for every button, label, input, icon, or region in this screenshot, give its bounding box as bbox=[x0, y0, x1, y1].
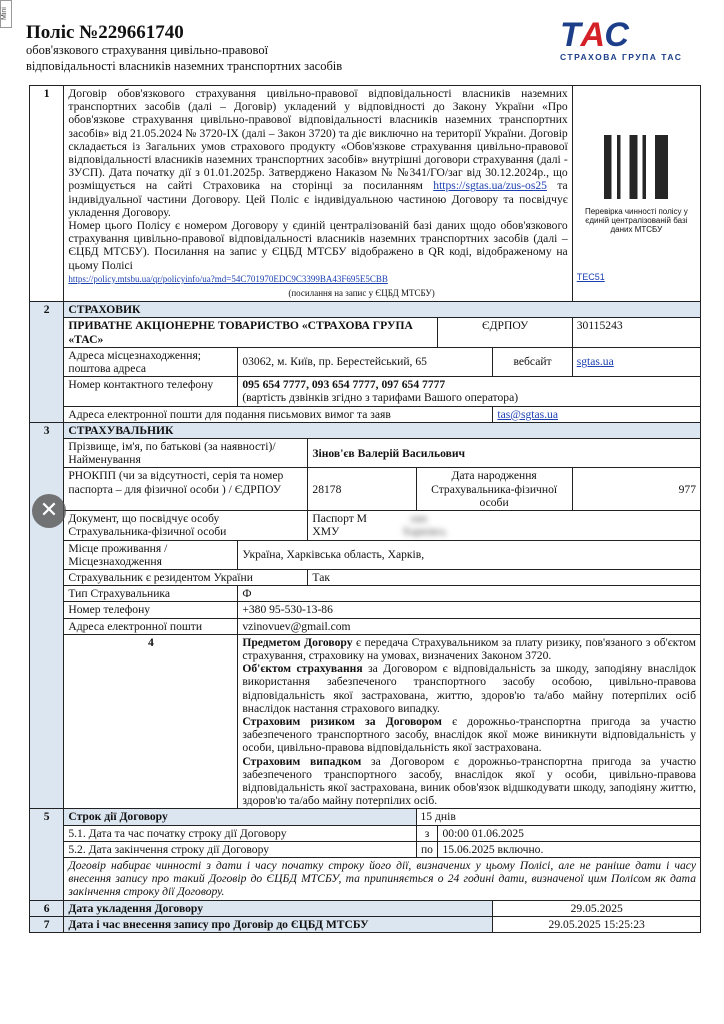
subject-title: Предметом Договору bbox=[242, 635, 353, 649]
insurer-company: ПРИВАТНЕ АКЦІОНЕРНЕ ТОВАРИСТВО «СТРАХОВА ГРУПА «ТАС» bbox=[64, 318, 438, 347]
section-4-text bbox=[238, 634, 701, 809]
insurer-website-label: вебсайт bbox=[493, 347, 572, 376]
policyholder-doc-tail1: лан bbox=[409, 512, 428, 526]
end-label: 5.2. Дата закінчення строку дії Договору bbox=[64, 841, 416, 857]
insurer-edrpou: 30115243 bbox=[572, 318, 700, 347]
section-number: 4 bbox=[64, 634, 238, 809]
policyholder-phone-row bbox=[30, 602, 701, 618]
mtsbu-link-caption: (посилання на запис у ЄЦБД МТСБУ) bbox=[288, 288, 435, 299]
insurer-phone-label: Номер контактного телефону bbox=[64, 377, 238, 406]
conclusion-date: 29.05.2025 bbox=[493, 900, 701, 916]
policyholder-email-row bbox=[30, 618, 701, 634]
tas-logo-mark: ТАС bbox=[560, 16, 630, 54]
zusp-link[interactable]: https://sgtas.ua/zus-os25 bbox=[433, 179, 547, 193]
insurer-phone-row bbox=[30, 377, 701, 406]
validity-note: Договір набирає чинності з дати і часу початку строку його дії, визначених у цьому Полісі, але не раніше дати і часу внесення запису про такий Договір до ЄЦБД МТСБУ, та припиняється о 24 годині дати, визначеної цим Полісом як дата закінчення строку дії Договору. bbox=[64, 857, 701, 900]
section-number: 2 bbox=[30, 302, 64, 423]
policyholder-name-row bbox=[30, 439, 701, 468]
policyholder-rnokpp: 28178 bbox=[308, 468, 416, 511]
section-1-text-c: Номер цього Полісу є номером Договору у єдиній централізованій базі даних щодо обов'язкового страхування цивільно-правової відповідальності власників наземних транспортних засобів (далі – ЄЦБД МТСБУ). Посилання на запис у ЄЦБД МТСБУ відображено в QR коді, відображеному на цьому Полісі bbox=[68, 219, 568, 272]
qr-code-text: TEC51 bbox=[576, 272, 605, 282]
section-number: 6 bbox=[30, 900, 64, 916]
policyholder-type-label: Тип Страхувальника bbox=[64, 586, 238, 602]
validity-note-row bbox=[30, 857, 701, 900]
event-text: за Договором є дорожньо-транспортна пригода за участю забезпеченого транспортного засобу, внаслідок якої у особи, цивільно-правова відповідальність якої застрахована, виник обов'язок відшкодувати шкоду, заподіяну життю, здоров'ю та/або майну потерпілих осіб. bbox=[242, 754, 696, 808]
policyholder-name-label: Прізвище, ім'я, по батькові (за наявності)/ Найменування bbox=[64, 439, 308, 468]
policy-title: Поліс №229661740 bbox=[26, 22, 184, 43]
risk-title: Страховим ризиком за Договором bbox=[242, 714, 442, 728]
insurer-edrpou-label: ЄДРПОУ bbox=[438, 318, 572, 347]
close-icon[interactable]: ✕ bbox=[32, 494, 66, 528]
event-title: Страховим випадком bbox=[242, 754, 362, 768]
qr-block bbox=[572, 86, 700, 302]
policyholder-dob-label: Дата народження Страхувальника-фізичної особи bbox=[416, 468, 572, 511]
qr-caption: Перевірка чинності полісу у єдиній централізованій базі даних МТСБУ bbox=[584, 207, 688, 234]
policy-subtitle-line2: відповідальності власників наземних транспортних засобів bbox=[26, 59, 343, 73]
insurer-address: 03062, м. Київ, пр. Берестейський, 65 bbox=[238, 347, 493, 376]
section-3-header bbox=[30, 422, 701, 438]
policyholder-type: Ф bbox=[238, 586, 701, 602]
term-row bbox=[30, 809, 701, 825]
policy-table bbox=[29, 85, 701, 933]
start-row bbox=[30, 825, 701, 841]
term-label: Строк дії Договору bbox=[64, 809, 416, 825]
policyholder-name: Зінов'єв Валерій Васильович bbox=[308, 439, 701, 468]
section-1-text-b: та індивідуальної частини Договору. Цей Поліс є індивідуальною частиною Договору та посвідчує укладення Договору. bbox=[68, 179, 568, 219]
insurer-phones-note: (вартість дзвінків згідно з тарифами Вашого оператора) bbox=[242, 391, 519, 405]
qr-code-icon[interactable] bbox=[604, 135, 668, 199]
conclusion-date-label: Дата укладення Договору bbox=[64, 900, 493, 916]
end-prefix: по bbox=[416, 841, 438, 857]
object-title: Об'єктом страхування bbox=[242, 662, 363, 676]
insurer-email[interactable]: tas@sgtas.ua bbox=[493, 406, 701, 422]
section-1-text bbox=[64, 86, 572, 302]
insurer-email-row bbox=[30, 406, 701, 422]
start-prefix: з bbox=[416, 825, 438, 841]
policyholder-doc-tail2: Харківсь bbox=[402, 525, 447, 539]
policyholder-resident-label: Страхувальник є резидентом України bbox=[64, 569, 308, 585]
term-value: 15 днів bbox=[416, 809, 701, 825]
section-number: 1 bbox=[30, 86, 64, 302]
insurer-phones: 095 654 7777, 093 654 7777, 097 654 7777 bbox=[242, 378, 446, 392]
risk-text: є дорожньо-транспортна пригода за участю забезпеченого транспортного засобу, внаслідок якої може виникнути відповідальність у особи, цивільно-правова відповідальність якої застрахована. bbox=[242, 714, 696, 755]
policyholder-doc-line2: ХМУ bbox=[312, 525, 340, 539]
policyholder-email-label: Адреса електронної пошти bbox=[64, 618, 238, 634]
start-value: 00:00 01.06.2025 bbox=[438, 825, 701, 841]
insurer-company-row bbox=[30, 318, 701, 347]
mtsbu-link[interactable]: https://policy.mtsbu.ua/qr/policyinfo/ua?md=54C701970EDC9C3399BA43F695E5CBB bbox=[68, 273, 388, 284]
end-value: 15.06.2025 включно. bbox=[438, 841, 701, 857]
policyholder-email: vzinovuev@gmail.com bbox=[238, 618, 701, 634]
policyholder-resident: Так bbox=[308, 569, 701, 585]
section-1 bbox=[30, 86, 701, 302]
policyholder-doc bbox=[308, 511, 701, 540]
policyholder-residence: Україна, Харківська область, Харків, bbox=[238, 540, 701, 569]
section-4 bbox=[30, 634, 701, 809]
policyholder-doc-line1: Паспорт М bbox=[312, 512, 367, 526]
object-text: за Договором є відповідальність за шкоду, заподіяну внаслідок використання забезпеченого транспортного засобу особою, цивільно-правова відповідальність якої застрахована, життю, здоров'ю та/або майну потерпілих осіб внаслідок настання страхового випадку. bbox=[242, 662, 696, 715]
section-7 bbox=[30, 916, 701, 932]
insurer-website[interactable]: sgtas.ua bbox=[572, 347, 700, 376]
policyholder-id-row bbox=[30, 468, 701, 511]
registry-date: 29.05.2025 15:25:23 bbox=[493, 916, 701, 932]
section-6 bbox=[30, 900, 701, 916]
start-label: 5.1. Дата та час початку строку дії Договору bbox=[64, 825, 416, 841]
policyholder-phone: +380 95-530-13-86 bbox=[238, 602, 701, 618]
insurer-address-row bbox=[30, 347, 701, 376]
insurer-header: СТРАХОВИК bbox=[64, 302, 701, 318]
section-2-header bbox=[30, 302, 701, 318]
policyholder-phone-label: Номер телефону bbox=[64, 602, 238, 618]
insurer-email-label: Адреса електронної пошти для подання письмових вимог та заяв bbox=[64, 406, 493, 422]
policy-subtitle-line1: обов'язкового страхування цивільно-правової bbox=[26, 43, 269, 57]
section-1-text-a: Договір обов'язкового страхування цивільно-правової відповідальності власників наземних транспортних засобів (далі – Договір) укладений у відповідності до Закону України «Про обов'язкове страхування цивільно-правової відповідальності власників наземних транспортних засобів» від 21.05.2024 № 3720-IX (далі – Закон 3720) та діє виключно на території України. Договір складається із Загальних умов страхового продукту «Обов'язкове страхування цивільно-правової відповідальності власників наземних транспортних засобів» внутрішні договори страхування (далі - ЗУСП). Дата початку дії з 01.01.2025р. Затверджено Наказом № №341/ГО/заг від 30.12.2024р., що розміщується на сайті Страховика на сторінці за посиланням bbox=[68, 87, 568, 193]
policyholder-dob: 977 bbox=[572, 468, 700, 511]
section-number: 3 bbox=[30, 422, 64, 808]
insurer-phones-cell bbox=[238, 377, 701, 406]
policyholder-rnokpp-label: РНОКПП (чи за відсутності, серія та номер паспорта – для фізичної особи ) / ЄДРПОУ bbox=[64, 468, 308, 511]
tas-logo bbox=[560, 18, 700, 66]
tas-logo-tagline: СТРАХОВА ГРУПА ТАС bbox=[560, 52, 683, 62]
section-number: 5 bbox=[30, 809, 64, 900]
insurer-address-label: Адреса місцезнаходження; поштова адреса bbox=[64, 347, 238, 376]
section-number: 7 bbox=[30, 916, 64, 932]
subject-text: є передача Страхувальником за плату ризику, пов'язаного з об'єктом страхування, страховику на умовах, визначених Законом 3720. bbox=[242, 635, 697, 662]
end-row bbox=[30, 841, 701, 857]
policyholder-header: СТРАХУВАЛЬНИК bbox=[64, 422, 701, 438]
mini-tab[interactable]: Mini bbox=[0, 0, 12, 28]
policyholder-doc-row bbox=[30, 511, 701, 540]
policyholder-resident-row bbox=[30, 569, 701, 585]
policyholder-residence-label: Місце проживання / Місцезнаходження bbox=[64, 540, 238, 569]
policyholder-type-row bbox=[30, 586, 701, 602]
policyholder-doc-label: Документ, що посвідчує особу Страхувальника-фізичної особи bbox=[64, 511, 308, 540]
policyholder-residence-row bbox=[30, 540, 701, 569]
registry-date-label: Дата і час внесення запису про Договір до ЄЦБД МТСБУ bbox=[64, 916, 493, 932]
